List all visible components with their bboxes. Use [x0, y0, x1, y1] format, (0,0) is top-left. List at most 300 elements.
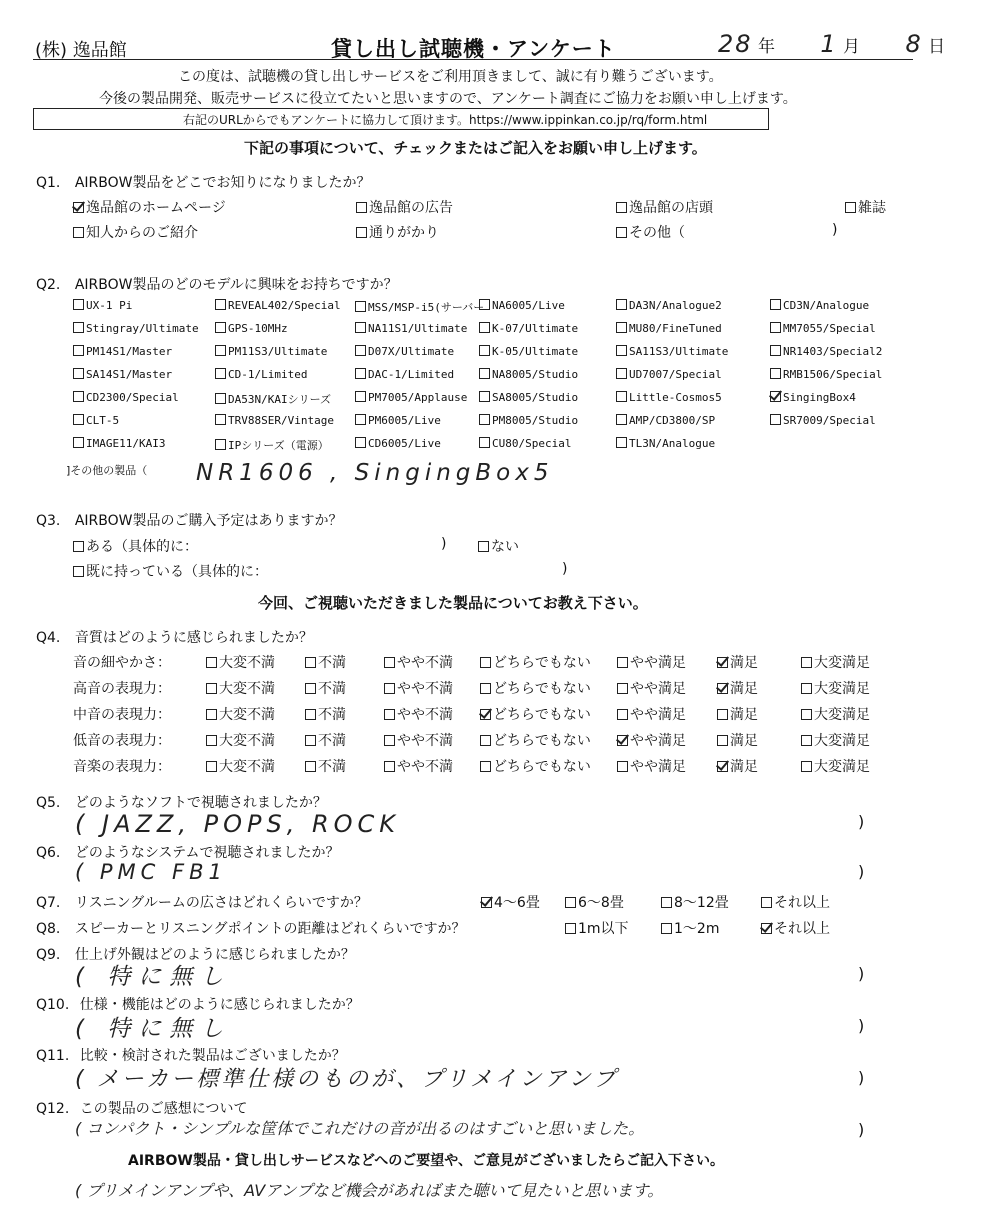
rating-label: やや不満: [397, 655, 453, 671]
checkbox[interactable]: [215, 368, 226, 379]
option-label: 通りがかり: [369, 225, 439, 241]
q8-option-1-2m[interactable]: [661, 918, 719, 938]
checkbox[interactable]: [616, 345, 627, 356]
q2-model-option[interactable]: [770, 414, 876, 427]
q4-rating-option[interactable]: [801, 678, 870, 698]
rating-label: やや満足: [630, 759, 686, 775]
rating-label: 不満: [318, 655, 346, 671]
q4-rating-option[interactable]: [206, 678, 275, 698]
intro-line-2: 今後の製品開発、販売サービスに役立てたいと思いますので、アンケート調査にご協力をお願い申し上げます。: [99, 91, 797, 107]
model-label: PM11S3/Ultimate: [228, 345, 328, 358]
checkbox[interactable]: [73, 299, 84, 310]
rating-label: やや満足: [630, 733, 686, 749]
checkbox[interactable]: [845, 202, 856, 213]
checkbox[interactable]: [770, 299, 781, 310]
model-label: DA3N/Analogue2: [629, 299, 722, 312]
q4-rating-option[interactable]: [384, 704, 453, 724]
checkbox[interactable]: [616, 368, 627, 379]
rating-label: やや不満: [397, 707, 453, 723]
model-label: DAC-1/Limited: [368, 368, 455, 381]
q4-rating-option[interactable]: [480, 730, 591, 750]
option-label: ない: [491, 539, 519, 555]
checkbox[interactable]: [761, 897, 772, 908]
checkbox[interactable]: [73, 437, 84, 448]
checkbox[interactable]: [206, 761, 217, 772]
q7-option-4-6[interactable]: [481, 892, 540, 912]
q2-model-option[interactable]: [616, 322, 722, 335]
model-label: MM7055/Special: [783, 322, 876, 335]
q2-model-option[interactable]: [73, 299, 132, 312]
checkbox[interactable]: [480, 735, 491, 746]
checkbox[interactable]: [616, 391, 627, 402]
url-note[interactable]: 右記のURLからでもアンケートに協力して頂けます。https://www.ippinkan.co.jp/rq/form.html: [183, 113, 708, 127]
q4-rating-option[interactable]: [801, 756, 870, 776]
q2-model-option[interactable]: [215, 345, 327, 358]
q4-rating-option[interactable]: [206, 756, 275, 776]
model-label: Little-Cosmos5: [629, 391, 722, 404]
checkbox[interactable]: [305, 657, 316, 668]
q12-answer[interactable]: ( コンパクト・シンプルな筐体でこれだけの音が出るのはすごいと思いました。: [75, 1119, 645, 1138]
checkbox[interactable]: [73, 345, 84, 356]
rating-label: 大変満足: [814, 655, 870, 671]
rating-label: やや不満: [397, 759, 453, 775]
checkbox[interactable]: [355, 414, 366, 425]
option-label: 4～6畳: [494, 895, 540, 911]
q2-model-option[interactable]: [479, 437, 571, 450]
checkbox[interactable]: [73, 414, 84, 425]
checkbox[interactable]: [565, 923, 576, 934]
model-label: REVEAL402/Special: [228, 299, 341, 312]
checkbox[interactable]: [73, 322, 84, 333]
model-label: CU80/Special: [492, 437, 572, 450]
q2-model-option[interactable]: [479, 299, 565, 312]
checkbox[interactable]: [215, 414, 226, 425]
q2-model-option[interactable]: [770, 299, 869, 312]
q5-question: [36, 792, 327, 812]
option-label: 逸品館のホームページ: [86, 200, 226, 216]
checkbox[interactable]: [479, 368, 490, 379]
checkbox[interactable]: [616, 322, 627, 333]
checkbox[interactable]: [305, 735, 316, 746]
q10-number: Q10.: [36, 997, 70, 1013]
q4-rating-option[interactable]: [801, 730, 870, 750]
checkbox[interactable]: [801, 761, 812, 772]
checkbox-checked[interactable]: [480, 709, 491, 720]
checkbox[interactable]: [770, 345, 781, 356]
header-rule: [33, 59, 913, 60]
q4-rating-option[interactable]: [717, 678, 758, 698]
q2-text: AIRBOW製品のどのモデルに興味をお持ちですか？: [74, 277, 398, 293]
q6-question: [36, 842, 339, 862]
checkbox[interactable]: [384, 735, 395, 746]
q2-model-option[interactable]: [355, 391, 467, 404]
q4-rating-option[interactable]: [717, 756, 758, 776]
q1-option-friend[interactable]: [73, 222, 198, 242]
checkbox[interactable]: [215, 322, 226, 333]
q1-other-close: ): [832, 222, 838, 238]
model-label: RMB1506/Special: [783, 368, 883, 381]
q1-option-ad[interactable]: [356, 197, 453, 217]
rating-label: 満足: [730, 655, 758, 671]
q4-row-label: 高音の表現力：: [73, 681, 171, 697]
q4-rating-option[interactable]: [617, 678, 686, 698]
model-label: GPS-10MHz: [228, 322, 288, 335]
q3-option-own[interactable]: [73, 561, 268, 581]
q9-answer[interactable]: ( 特に無し: [75, 964, 232, 990]
model-label: PM8005/Studio: [492, 414, 579, 427]
q3-option-no[interactable]: [478, 536, 519, 556]
model-label: UD7007/Special: [629, 368, 722, 381]
checkbox-checked[interactable]: [73, 202, 84, 213]
q12-text: この製品のご感想について: [79, 1101, 248, 1117]
checkbox[interactable]: [206, 735, 217, 746]
q2-model-option[interactable]: [355, 368, 454, 381]
q8-text: スピーカーとリスニングポイントの距離はどれくらいですか？: [74, 921, 466, 937]
checkbox[interactable]: [801, 657, 812, 668]
checkbox[interactable]: [479, 322, 490, 333]
q4-rating-option[interactable]: [480, 756, 591, 776]
checkbox[interactable]: [770, 322, 781, 333]
checkbox[interactable]: [480, 683, 491, 694]
checkbox[interactable]: [355, 345, 366, 356]
q2-model-option[interactable]: [479, 368, 578, 381]
checkbox[interactable]: [480, 657, 491, 668]
q2-model-option[interactable]: [616, 299, 722, 312]
q4-rating-option[interactable]: [384, 652, 453, 672]
checkbox[interactable]: [73, 227, 84, 238]
checkbox[interactable]: [717, 709, 728, 720]
checkbox[interactable]: [478, 541, 489, 552]
q2-model-option[interactable]: [479, 414, 578, 427]
checkbox[interactable]: [479, 414, 490, 425]
q4-rating-option[interactable]: [384, 678, 453, 698]
q1-option-store[interactable]: [616, 197, 713, 217]
q4-rating-option[interactable]: [206, 730, 275, 750]
checkbox[interactable]: [355, 368, 366, 379]
q7-option-8-12[interactable]: [661, 892, 729, 912]
model-label: SA11S3/Ultimate: [629, 345, 729, 358]
q2-model-option[interactable]: [770, 391, 856, 404]
checkbox[interactable]: [661, 923, 672, 934]
checkbox[interactable]: [215, 393, 226, 404]
q4-rating-option[interactable]: [480, 704, 591, 724]
checkbox[interactable]: [356, 227, 367, 238]
checkbox[interactable]: [616, 227, 627, 238]
checkbox[interactable]: [479, 437, 490, 448]
q1-option-other[interactable]: [616, 222, 685, 242]
model-label: K-05/Ultimate: [492, 345, 579, 358]
q2-model-option[interactable]: [215, 299, 341, 312]
checkbox[interactable]: [305, 761, 316, 772]
checkbox[interactable]: [206, 683, 217, 694]
rating-label: 不満: [318, 733, 346, 749]
q8-option-under-1m[interactable]: [565, 918, 629, 938]
q4-rating-option[interactable]: [305, 730, 346, 750]
checkbox[interactable]: [480, 761, 491, 772]
q9-text: 仕上げ外観はどのように感じられましたか？: [74, 947, 355, 963]
q4-rating-option[interactable]: [305, 678, 346, 698]
q2-model-option[interactable]: [215, 368, 307, 381]
q4-row-label: 音楽の表現力：: [73, 759, 171, 775]
q4-rating-option[interactable]: [384, 756, 453, 776]
q2-number: Q2.: [36, 277, 61, 293]
q10-text: 仕様・機能はどのように感じられましたか？: [79, 997, 360, 1013]
q2-model-option[interactable]: [616, 391, 722, 404]
q4-rating-option[interactable]: [480, 678, 591, 698]
option-label: ある（具体的に：: [86, 539, 198, 555]
q2-model-option[interactable]: [479, 391, 578, 404]
q2-question: [36, 274, 398, 294]
model-label: PM14S1/Master: [86, 345, 173, 358]
model-label: UX-1 Pi: [86, 299, 133, 312]
q8-question: [36, 918, 465, 938]
q10-close: ): [858, 1016, 865, 1035]
q2-model-option[interactable]: [616, 345, 728, 358]
q2-model-option[interactable]: [355, 414, 441, 427]
q7-number: Q7.: [36, 895, 61, 911]
checkbox[interactable]: [717, 735, 728, 746]
model-label: SA14S1/Master: [86, 368, 173, 381]
q4-row-label: 中音の表現力：: [73, 707, 171, 723]
option-label: その他（: [629, 225, 685, 241]
checkbox[interactable]: [355, 391, 366, 402]
q4-rating-option[interactable]: [717, 704, 758, 724]
q11-text: 比較・検討された製品はございましたか？: [79, 1048, 346, 1064]
checkbox-checked[interactable]: [717, 761, 728, 772]
q11-close: ): [858, 1068, 865, 1087]
q2-model-option[interactable]: [770, 322, 876, 335]
q2-model-option[interactable]: [770, 345, 882, 358]
q4-rating-option[interactable]: [384, 730, 453, 750]
checkbox[interactable]: [215, 345, 226, 356]
model-label: AMP/CD3800/SP: [629, 414, 716, 427]
q2-model-option[interactable]: [73, 368, 172, 381]
checkbox[interactable]: [565, 897, 576, 908]
checkbox[interactable]: [356, 202, 367, 213]
checkbox[interactable]: [206, 709, 217, 720]
rating-label: 大変満足: [814, 759, 870, 775]
q3-own-close: ): [562, 561, 568, 577]
q4-rating-option[interactable]: [801, 704, 870, 724]
month-unit: 月: [843, 37, 861, 57]
checkbox[interactable]: [355, 301, 366, 312]
checkbox[interactable]: [215, 439, 226, 450]
q2-model-option[interactable]: [215, 391, 331, 407]
q10-answer[interactable]: ( 特に無し: [75, 1016, 232, 1042]
checkbox[interactable]: [801, 735, 812, 746]
q2-model-option[interactable]: [355, 437, 441, 450]
q7-option-6-8[interactable]: [565, 892, 624, 912]
q5-close: ): [858, 812, 865, 831]
date-month: 1: [820, 30, 838, 58]
checkbox[interactable]: [617, 709, 628, 720]
checkbox[interactable]: [770, 414, 781, 425]
checkbox[interactable]: [617, 761, 628, 772]
model-label: Stingray/Ultimate: [86, 322, 199, 335]
checkbox[interactable]: [305, 709, 316, 720]
q2-model-option[interactable]: [770, 368, 882, 381]
q1-option-magazine[interactable]: [845, 197, 886, 217]
q7-text: リスニングルームの広さはどれくらいですか？: [74, 895, 368, 911]
option-label: 逸品館の店頭: [629, 200, 713, 216]
q4-rating-option[interactable]: [617, 730, 686, 750]
option-label: 雑誌: [858, 200, 886, 216]
footer-request: AIRBOW製品・貸し出しサービスなどへのご要望や、ご意見がございましたらご記入下さい。: [128, 1153, 724, 1169]
q6-answer[interactable]: ( PMC FB1: [75, 860, 227, 884]
q4-rating-option[interactable]: [617, 704, 686, 724]
q2-model-option[interactable]: [215, 322, 288, 335]
checkbox[interactable]: [215, 299, 226, 310]
q3-question: [36, 510, 343, 530]
checkbox[interactable]: [355, 437, 366, 448]
model-label: K-07/Ultimate: [492, 322, 579, 335]
checkbox[interactable]: [479, 345, 490, 356]
model-label: MSS/MSP-i5(サーバー: [368, 301, 485, 314]
q1-number: Q1.: [36, 175, 61, 191]
rating-label: 大変不満: [219, 681, 275, 697]
rating-label: 不満: [318, 759, 346, 775]
checkbox-checked[interactable]: [617, 735, 628, 746]
q2-other-answer[interactable]: NR1606 , SingingBox5: [196, 460, 554, 486]
q4-rating-option[interactable]: [305, 756, 346, 776]
q2-model-option[interactable]: [215, 414, 334, 427]
rating-label: やや満足: [630, 681, 686, 697]
rating-label: どちらでもない: [493, 681, 591, 697]
q1-option-homepage[interactable]: [73, 197, 226, 217]
rating-label: 大変満足: [814, 681, 870, 697]
q7-option-more[interactable]: [761, 892, 830, 912]
q4-row-label: 低音の表現力：: [73, 733, 171, 749]
checkbox[interactable]: [73, 541, 84, 552]
model-label: TRV88SER/Vintage: [228, 414, 334, 427]
checkbox[interactable]: [384, 709, 395, 720]
checkbox[interactable]: [73, 566, 84, 577]
q2-model-option[interactable]: [73, 345, 172, 358]
checkbox[interactable]: [617, 657, 628, 668]
model-label: D07X/Ultimate: [368, 345, 455, 358]
checkbox[interactable]: [616, 202, 627, 213]
checkbox[interactable]: [73, 368, 84, 379]
rating-label: 満足: [730, 733, 758, 749]
q4-rating-option[interactable]: [480, 652, 591, 672]
q4-rating-option[interactable]: [305, 704, 346, 724]
q4-rating-option[interactable]: [617, 756, 686, 776]
model-label: NA11S1/Ultimate: [368, 322, 468, 335]
option-label: それ以上: [774, 895, 830, 911]
option-label: 1～2m: [674, 921, 720, 937]
checkbox[interactable]: [616, 437, 627, 448]
q6-number: Q6.: [36, 845, 61, 861]
q1-option-passing[interactable]: [356, 222, 439, 242]
checkbox-checked[interactable]: [761, 923, 772, 934]
checkbox[interactable]: [355, 322, 366, 333]
q2-model-option[interactable]: [616, 437, 715, 450]
checkbox[interactable]: [384, 657, 395, 668]
q4-text: 音質はどのように感じられましたか？: [74, 630, 313, 646]
q4-row-label: 音の細やかさ：: [73, 655, 171, 671]
q11-answer[interactable]: ( メーカー標準仕様のものが、プリメインアンプ: [75, 1067, 619, 1092]
checkbox-checked[interactable]: [717, 683, 728, 694]
checkbox[interactable]: [73, 391, 84, 402]
q8-option-more[interactable]: [761, 918, 830, 938]
q3-option-yes[interactable]: [73, 536, 198, 556]
rating-label: 満足: [730, 707, 758, 723]
checkbox[interactable]: [661, 897, 672, 908]
option-label: 6～8畳: [578, 895, 624, 911]
q4-rating-option[interactable]: [206, 704, 275, 724]
checkbox[interactable]: [801, 709, 812, 720]
rating-label: 不満: [318, 681, 346, 697]
rating-label: どちらでもない: [493, 759, 591, 775]
checkbox-checked[interactable]: [717, 657, 728, 668]
date-field[interactable]: [718, 30, 945, 58]
q2-model-option[interactable]: [73, 322, 199, 335]
rating-label: やや満足: [630, 655, 686, 671]
q2-model-option[interactable]: [73, 391, 179, 404]
checkbox[interactable]: [305, 683, 316, 694]
rating-label: やや不満: [397, 733, 453, 749]
rating-label: やや不満: [397, 681, 453, 697]
model-label: CD-1/Limited: [228, 368, 308, 381]
checkbox-checked[interactable]: [481, 897, 492, 908]
q2-model-option[interactable]: [355, 299, 484, 315]
rating-label: やや満足: [630, 707, 686, 723]
q4-rating-option[interactable]: [801, 652, 870, 672]
rating-label: 大変満足: [814, 733, 870, 749]
q1-question: [36, 172, 371, 192]
q8-number: Q8.: [36, 921, 61, 937]
checkbox[interactable]: [616, 414, 627, 425]
q2-model-option[interactable]: [479, 322, 578, 335]
q4-rating-option[interactable]: [305, 652, 346, 672]
q2-model-option[interactable]: [479, 345, 578, 358]
rating-label: どちらでもない: [493, 655, 591, 671]
form-title: 貸し出し試聴機・アンケート: [331, 37, 616, 61]
q2-model-option[interactable]: [73, 414, 119, 427]
checkbox[interactable]: [617, 683, 628, 694]
rating-label: 大変満足: [814, 707, 870, 723]
section-heading: 今回、ご視聴いただきました製品についてお教え下さい。: [258, 594, 648, 612]
q2-model-option[interactable]: [616, 368, 722, 381]
q2-model-option[interactable]: [355, 345, 454, 358]
checkbox[interactable]: [616, 299, 627, 310]
checkbox[interactable]: [479, 299, 490, 310]
q2-model-option[interactable]: [616, 414, 715, 427]
checkbox[interactable]: [770, 368, 781, 379]
q4-rating-option[interactable]: [206, 652, 275, 672]
q3-number: Q3.: [36, 513, 61, 529]
model-label: CD3N/Analogue: [783, 299, 870, 312]
q2-model-option[interactable]: [215, 437, 329, 453]
q6-text: どのようなシステムで視聴されましたか？: [74, 845, 340, 861]
q4-rating-option[interactable]: [717, 652, 758, 672]
q4-rating-option[interactable]: [717, 730, 758, 750]
model-label: PM7005/Applause: [368, 391, 468, 404]
q2-model-option[interactable]: [73, 437, 165, 450]
checkbox[interactable]: [479, 391, 490, 402]
model-label: NA8005/Studio: [492, 368, 579, 381]
checkbox[interactable]: [384, 761, 395, 772]
q5-answer[interactable]: ( JAZZ, POPS, ROCK: [75, 810, 401, 838]
q2-model-option[interactable]: [355, 322, 467, 335]
model-label: NR1403/Special2: [783, 345, 883, 358]
q4-rating-option[interactable]: [617, 652, 686, 672]
checkbox[interactable]: [206, 657, 217, 668]
checkbox[interactable]: [384, 683, 395, 694]
checkbox[interactable]: [801, 683, 812, 694]
footer-answer[interactable]: ( プリメインアンプや、AVアンプなど機会があればまた聴いて見たいと思います。: [75, 1181, 664, 1200]
checkbox-checked[interactable]: [770, 391, 781, 402]
